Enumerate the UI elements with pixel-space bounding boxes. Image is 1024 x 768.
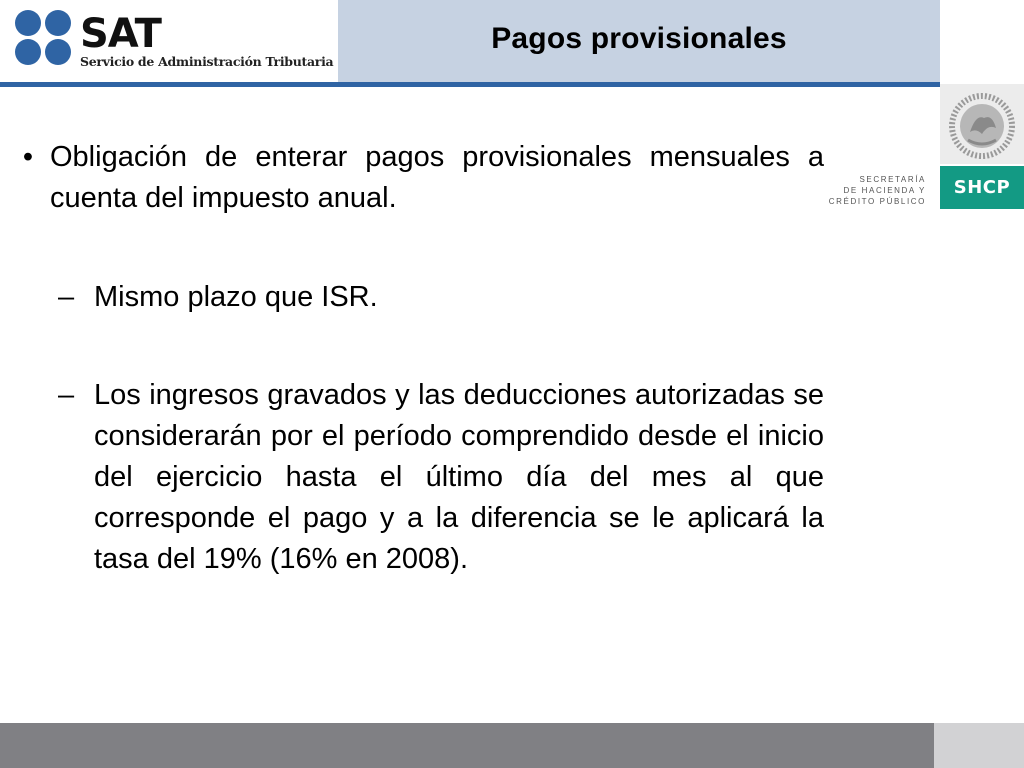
sub-bullet-text: Mismo plazo que ISR. <box>94 281 378 313</box>
coat-of-arms-icon <box>940 84 1024 164</box>
footer-bar <box>0 723 934 768</box>
sat-logo-word: SAT <box>80 11 161 57</box>
sub-bullet-marker: – <box>58 379 75 411</box>
sat-logo-subtitle: Servicio de Administración Tributaria <box>80 54 334 69</box>
sub-bullet-item <box>58 375 826 580</box>
sat-circles-icon <box>14 9 74 67</box>
bullet-text: Obligación de enterar pagos provisionales mensuales a cuenta del impuesto anual. <box>50 141 824 214</box>
bullet-marker: • <box>22 141 34 173</box>
sub-bullet-text: Los ingresos gravados y las deducciones autorizadas se considerarán por el período comprendido desde el inicio del ejercicio hasta el último día del mes al que corresponde el pago y a la diferencia se le aplicará la tasa del 19% (16% en 2008). <box>94 379 824 575</box>
header <box>0 0 940 82</box>
secretaria-line-3: CRÉDITO PÚBLICO <box>828 197 926 206</box>
secretaria-line-2: DE HACIENDA Y <box>843 186 926 195</box>
secretaria-label <box>826 174 926 207</box>
title-panel <box>338 0 940 82</box>
shcp-badge: SHCP <box>940 166 1024 209</box>
secretaria-line-1: SECRETARÍA <box>859 175 926 184</box>
page-title: Pagos provisionales <box>491 22 787 55</box>
sub-bullet-item <box>58 277 826 318</box>
sub-bullet-marker: – <box>58 281 75 313</box>
bullet-item <box>6 137 826 219</box>
sat-logo <box>0 0 338 82</box>
header-divider <box>0 82 940 87</box>
footer-corner <box>934 723 1024 768</box>
